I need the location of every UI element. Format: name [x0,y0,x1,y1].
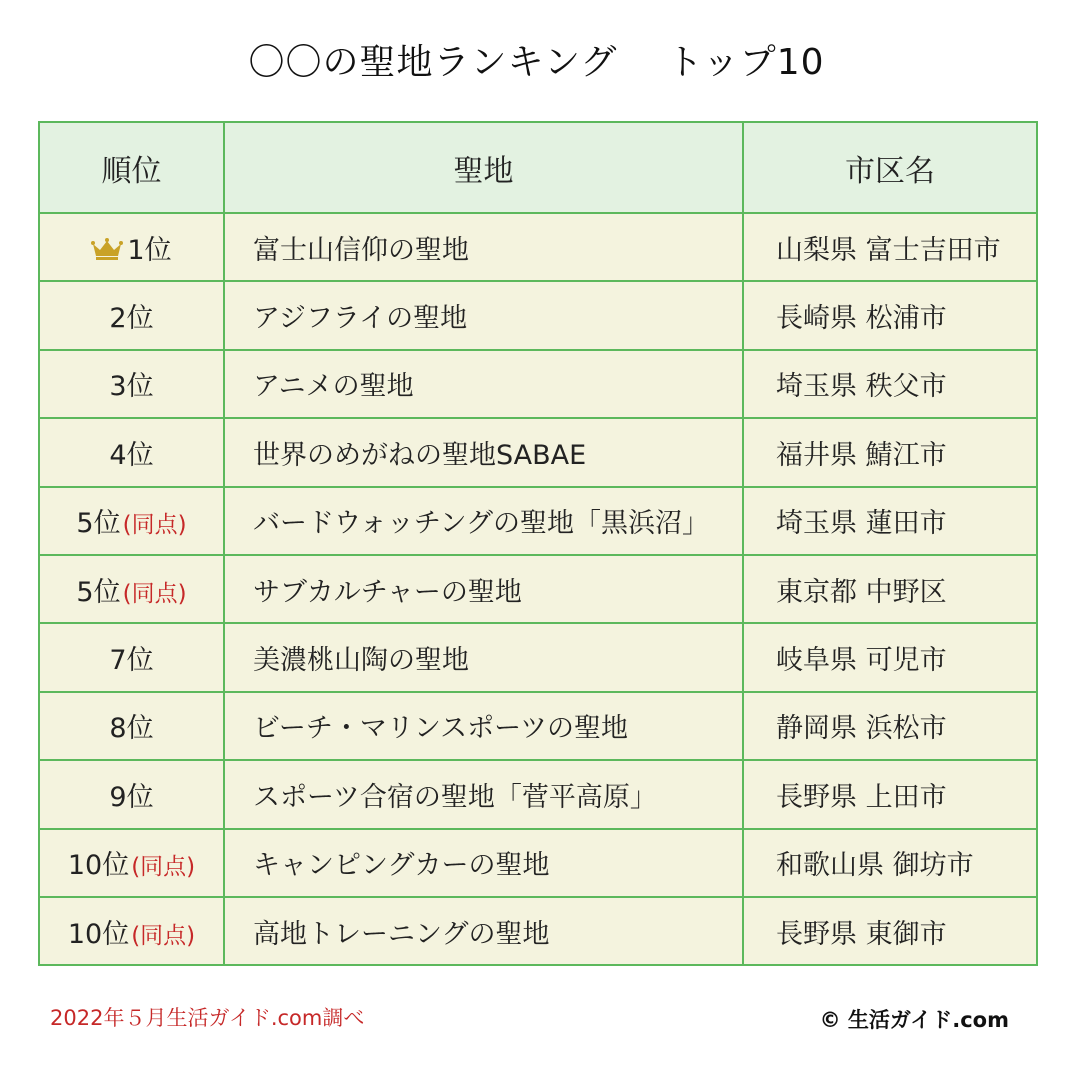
spot-cell: スポーツ合宿の聖地「菅平高原」 [224,760,743,828]
city-cell: 静岡県 浜松市 [743,692,1037,760]
table-row [39,897,1037,965]
city-cell: 埼玉県 蓮田市 [743,487,1037,555]
rank-label: 4位 [109,439,154,471]
spot-cell: バードウォッチングの聖地「黒浜沼」 [224,487,743,555]
table-header-row [39,122,1037,213]
spot-cell: 美濃桃山陶の聖地 [224,623,743,691]
rank-cell [39,555,224,623]
city-cell: 長野県 上田市 [743,760,1037,828]
rank-label: 10位 [67,918,130,950]
city-cell: 岐阜県 可児市 [743,623,1037,691]
table-row [39,418,1037,486]
rank-label: 9位 [109,781,154,813]
header-city: 市区名 [743,122,1037,213]
ranking-table [38,121,1038,966]
rank-label: 5位 [76,508,121,540]
table-row [39,281,1037,349]
rank-label: 5位 [76,576,121,608]
spot-cell: ビーチ・マリンスポーツの聖地 [224,692,743,760]
city-cell: 長野県 東御市 [743,897,1037,965]
rank-label: 1位 [127,234,172,266]
spot-cell: 世界のめがねの聖地SABAE [224,418,743,486]
source-note: 2022年５月生活ガイド.com調べ [50,1006,365,1030]
rank-cell [39,213,224,281]
rank-label: 2位 [109,303,154,335]
table-row [39,829,1037,897]
city-cell: 長崎県 松浦市 [743,281,1037,349]
rank-cell [39,350,224,418]
header-spot: 聖地 [224,122,743,213]
city-cell: 山梨県 富士吉田市 [743,213,1037,281]
tie-badge: (同点) [131,922,196,949]
table-row [39,350,1037,418]
tie-badge: (同点) [122,580,187,607]
rank-label: 3位 [109,371,154,403]
city-cell: 和歌山県 御坊市 [743,829,1037,897]
table-row [39,555,1037,623]
rank-label: 10位 [67,850,130,882]
tie-badge: (同点) [122,512,187,539]
spot-cell: キャンピングカーの聖地 [224,829,743,897]
rank-cell [39,829,224,897]
table-row [39,760,1037,828]
rank-label: 8位 [109,713,154,745]
copyright: © 生活ガイド.com [819,1008,1009,1032]
page-title: 〇〇の聖地ランキング トップ10 [248,42,825,83]
header-rank: 順位 [39,122,224,213]
rank-cell [39,281,224,349]
rank-cell [39,760,224,828]
spot-cell: 富士山信仰の聖地 [224,213,743,281]
table-row [39,692,1037,760]
tie-badge: (同点) [131,854,196,881]
table-body [39,213,1037,965]
spot-cell: 高地トレーニングの聖地 [224,897,743,965]
rank-cell [39,487,224,555]
rank-label: 7位 [109,645,154,677]
table-row [39,213,1037,281]
city-cell: 福井県 鯖江市 [743,418,1037,486]
city-cell: 埼玉県 秩父市 [743,350,1037,418]
rank-cell [39,623,224,691]
city-cell: 東京都 中野区 [743,555,1037,623]
table-row [39,487,1037,555]
table-row [39,623,1037,691]
spot-cell: アジフライの聖地 [224,281,743,349]
rank-cell [39,897,224,965]
rank-cell [39,692,224,760]
crown-icon [91,238,123,260]
spot-cell: アニメの聖地 [224,350,743,418]
spot-cell: サブカルチャーの聖地 [224,555,743,623]
rank-cell [39,418,224,486]
